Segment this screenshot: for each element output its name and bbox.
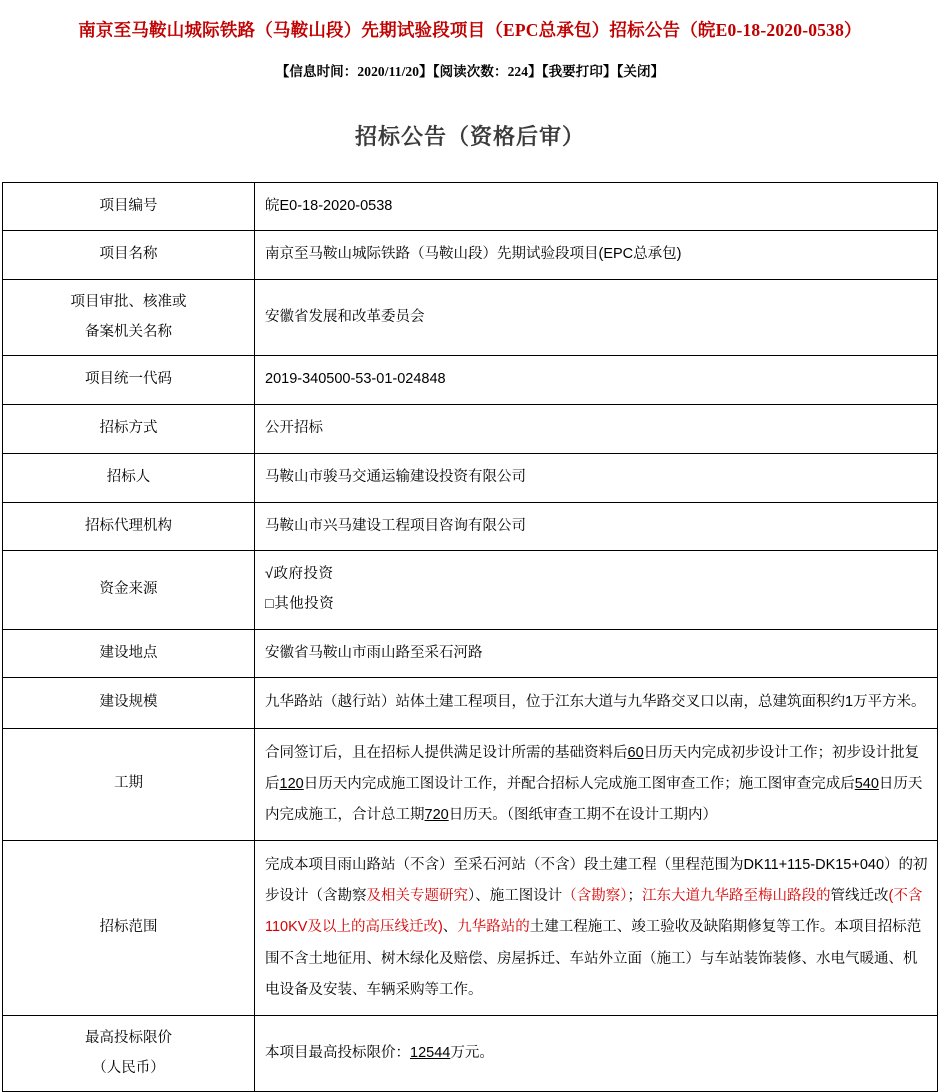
funding-option-other: □其他投资: [265, 590, 929, 620]
row-value-bidding-method: 公开招标: [255, 405, 938, 454]
table-row: [3, 841, 938, 1016]
table-row: [3, 279, 938, 355]
table-row: [3, 728, 938, 841]
announcement-info-table: [2, 182, 938, 1092]
text-segment-8: 720: [425, 807, 449, 823]
text-segment-2: 12544: [410, 1045, 450, 1061]
row-label-line-1: 项目审批、核准或: [9, 288, 248, 318]
row-value-approval-authority: 安徽省发展和改革委员会: [255, 279, 938, 355]
row-value-duration: [255, 728, 938, 841]
row-label-line-1: 最高投标限价: [9, 1024, 248, 1054]
text-segment-8: (不含110KV及以上的高压线迁改): [265, 888, 922, 935]
text-segment-4: 120: [280, 776, 304, 792]
row-label-approval-authority: [3, 279, 255, 355]
row-value-construction-scale: 九华路站（越行站）站体土建工程项目，位于江东大道与九华路交叉口以南，总建筑面积约1万平方米。: [255, 678, 938, 728]
row-value-agency: 马鞍山市兴马建设工程项目咨询有限公司: [255, 502, 938, 551]
row-label-unified-code: 项目统一代码: [3, 356, 255, 405]
table-row: [3, 182, 938, 231]
table-row: [3, 231, 938, 280]
page-title: 南京至马鞍山城际铁路（马鞍山段）先期试验段项目（EPC总承包）招标公告（皖E0-18-2020-0538）: [0, 0, 940, 43]
text-segment-11: 土建工程施工、竣工验收及缺陷期修复等工作。本项目招标范围不含土地征用、树木绿化及赔偿、房屋拆迁、车站外立面（施工）与车站装饰装修、水电气暖通、机电设备及安装、车辆采购等工作。: [265, 919, 921, 997]
text-segment-7: 日历天内完成施工，合计总工期: [265, 776, 922, 823]
document-meta-line: 【信息时间：2020/11/20】【阅读次数：224】【我要打印】【关闭】: [0, 43, 940, 80]
row-label-construction-scale: 建设规模: [3, 678, 255, 728]
text-segment-4: （含勘察）: [562, 888, 627, 904]
row-label-line-2: 备案机关名称: [9, 318, 248, 348]
text-segment-6: 540: [855, 776, 879, 792]
row-value-tenderee: 马鞍山市骏马交通运输建设投资有限公司: [255, 453, 938, 502]
row-value-project-name: 南京至马鞍山城际铁路（马鞍山段）先期试验段项目(EPC总承包): [255, 231, 938, 280]
row-label-agency: 招标代理机构: [3, 502, 255, 551]
table-row: [3, 502, 938, 551]
text-segment-10: 九华路站的: [457, 919, 530, 935]
table-row: [3, 356, 938, 405]
text-segment-7: 管线迁改: [831, 888, 889, 904]
row-label-tenderee: 招标人: [3, 453, 255, 502]
text-segment-1: 本项目最高投标限价：: [265, 1045, 410, 1061]
row-value-construction-site: 安徽省马鞍山市雨山路至采石河路: [255, 629, 938, 678]
text-segment-2: 及相关专题研究: [367, 888, 469, 904]
text-segment-3: ）、施工图设计: [468, 888, 562, 904]
row-label-construction-site: 建设地点: [3, 629, 255, 678]
text-segment-3: 日历天内完成初步设计工作；初步设计批复后: [265, 745, 919, 792]
text-segment-9: 、: [443, 919, 458, 935]
text-segment-1: 合同签订后，且在招标人提供满足设计所需的基础资料后: [265, 745, 628, 761]
row-label-funding-source: 资金来源: [3, 551, 255, 629]
row-value-bidding-scope: [255, 841, 938, 1016]
row-value-funding-source: [255, 551, 938, 629]
funding-option-government: √政府投资: [265, 560, 929, 590]
text-segment-3: 万元。: [450, 1045, 494, 1061]
table-row: [3, 453, 938, 502]
announcement-subtitle: 招标公告（资格后审）: [0, 80, 940, 151]
row-label-bidding-scope: 招标范围: [3, 841, 255, 1016]
table-row: [3, 629, 938, 678]
text-segment-9: 日历天。（图纸审查工期不在设计工期内）: [449, 807, 717, 823]
row-label-project-number: 项目编号: [3, 182, 255, 231]
row-label-project-name: 项目名称: [3, 231, 255, 280]
text-segment-5: ；: [628, 888, 643, 904]
row-label-line-2: （人民币）: [9, 1054, 248, 1084]
row-label-duration: 工期: [3, 728, 255, 841]
table-row: [3, 405, 938, 454]
text-segment-5: 日历天内完成施工图设计工作，并配合招标人完成施工图审查工作；施工图审查完成后: [304, 776, 855, 792]
table-row: [3, 678, 938, 728]
text-segment-2: 60: [628, 745, 644, 761]
table-row: [3, 1015, 938, 1091]
row-value-max-price: [255, 1015, 938, 1091]
row-label-max-price: [3, 1015, 255, 1091]
table-row: [3, 551, 938, 629]
text-segment-1: 完成本项目雨山路站（不含）至采石河站（不含）段土建工程（里程范围为DK11+115-DK15+040）的初步设计（含勘察: [265, 857, 928, 904]
text-segment-6: 江东大道九华路至梅山路段的: [642, 888, 831, 904]
row-value-project-number: 皖E0-18-2020-0538: [255, 182, 938, 231]
row-value-unified-code: 2019-340500-53-01-024848: [255, 356, 938, 405]
row-label-bidding-method: 招标方式: [3, 405, 255, 454]
